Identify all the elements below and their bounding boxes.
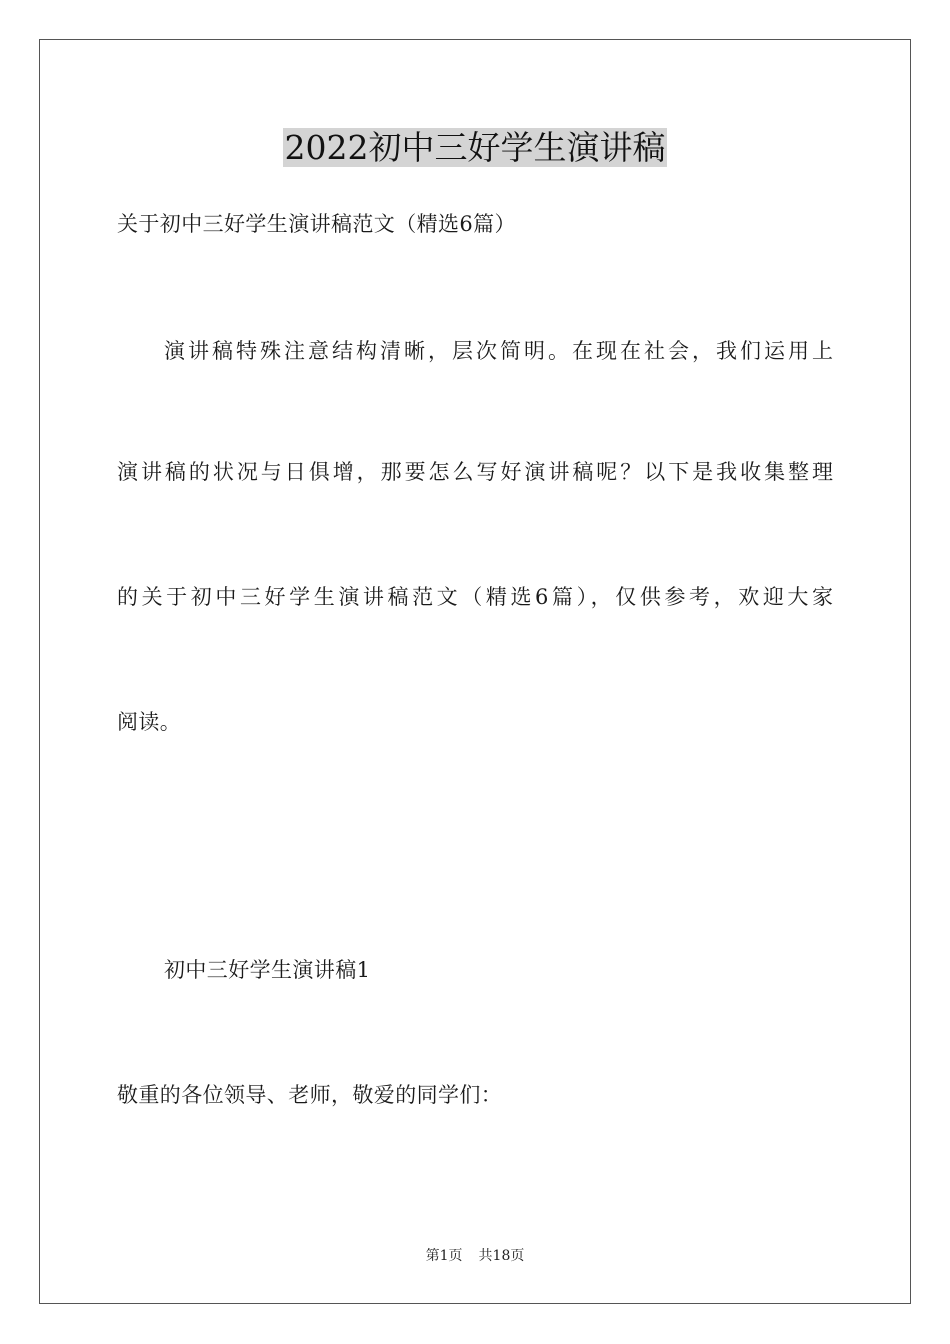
- salutation: 敬重的各位领导、老师，敬爱的同学们：: [117, 1083, 503, 1107]
- intro-line-3: 的关于初中三好学生演讲稿范文（精选6篇），仅供参考，欢迎大家: [117, 585, 833, 609]
- page-total: 共18页: [478, 1248, 525, 1264]
- document-title: [0, 126, 950, 170]
- intro-line-2: 演讲稿的状况与日俱增，那要怎么写好演讲稿呢？以下是我收集整理: [117, 460, 833, 484]
- intro-line-4: 阅读。: [117, 710, 182, 734]
- document-title-text: 2022初中三好学生演讲稿: [284, 128, 666, 167]
- page-footer: [0, 1247, 950, 1265]
- document-subtitle: 关于初中三好学生演讲稿范文（精选6篇）: [117, 212, 516, 236]
- page-number: 第1页: [425, 1248, 463, 1264]
- intro-line-1: 演讲稿特殊注意结构清晰，层次简明。在现在社会，我们运用上: [164, 339, 833, 363]
- section-heading: 初中三好学生演讲稿1: [164, 958, 371, 982]
